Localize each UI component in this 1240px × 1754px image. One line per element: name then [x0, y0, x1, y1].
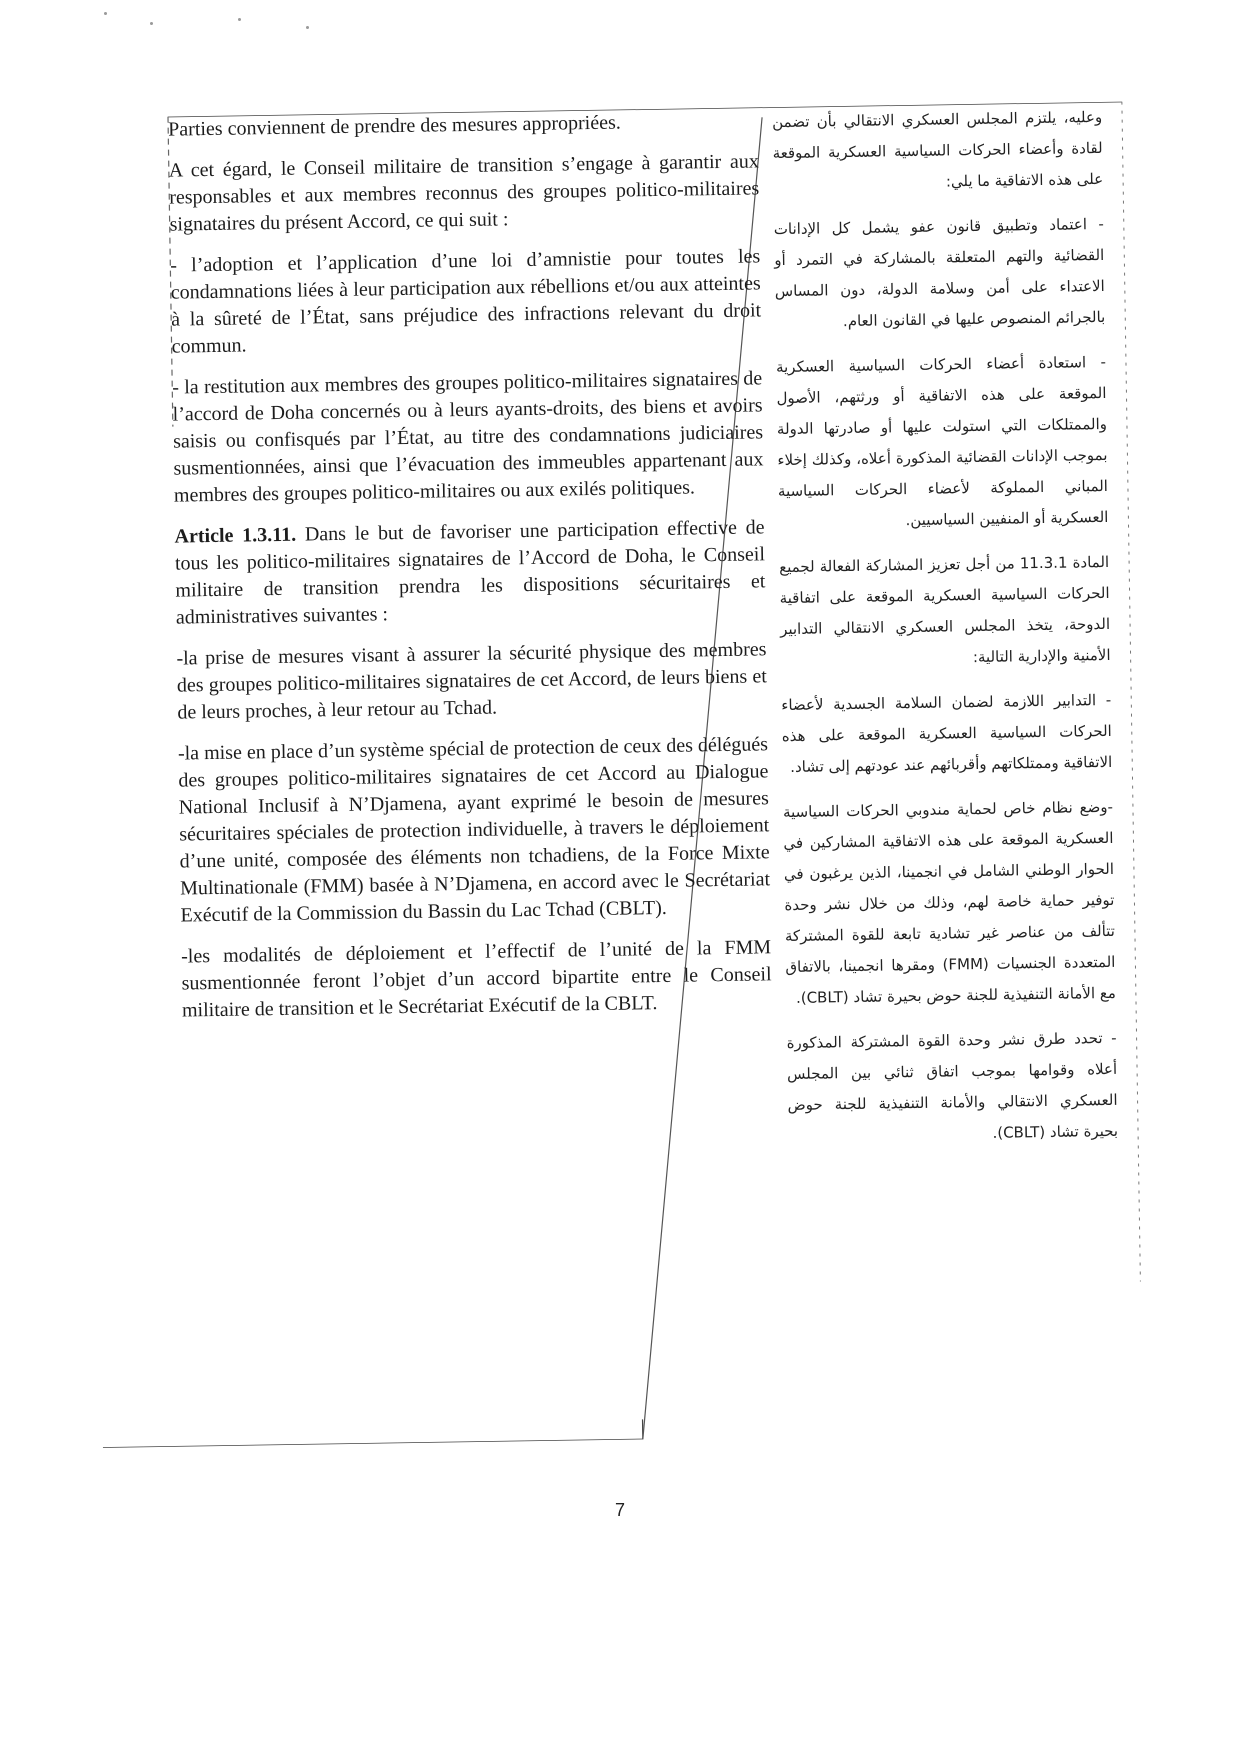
scan-speck	[306, 26, 309, 29]
french-paragraph	[172, 365, 764, 509]
scan-speck	[104, 12, 107, 15]
french-column	[168, 107, 772, 1038]
french-paragraph	[181, 934, 772, 1024]
paragraph-text: - la restitution aux membres des groupes politico-militaires signataires de l’accord de Doha concernés ou à leurs ayants-droits, des biens et avoirs saisis ou confisqués par l’État, au titre des condamnations judiciaires susmentionnées, ainsi que l’évacuation des immeubles appartenant aux membres des groupes politico-militaires ou aux exilés politiques.	[172, 367, 764, 507]
arabic-paragraph: وعليه، يلتزم المجلس العسكري الانتقالي بأن تضمن لقادة وأعضاء الحركات السياسية العسكرية الموقعة على هذه الاتفاقية ما يلي:	[772, 107, 1104, 191]
paragraph-text: Dans le but de favoriser une participation effective de tous les politico-militaires signataires de l’Accord de Doha, le Conseil militaire de transition prendra les dispositions sécuritaires et administratives suivantes :	[174, 516, 766, 629]
paragraph-text: -les modalités de déploiement et l’effectif de l’unité de la FMM susmentionnée feront l’objet d’un accord bipartite entre le Conseil militaire de transition et le Secrétariat Exécutif de la CBLT.	[181, 936, 772, 1022]
paragraph-text: -la prise de mesures visant à assurer la sécurité physique des membres des groupes politico-militaires signataires de cet Accord, de leurs biens et de leurs proches, à leur retour au Tchad.	[176, 638, 768, 724]
arabic-column	[772, 102, 1119, 1166]
scan-speck	[150, 22, 153, 25]
arabic-paragraph: - استعادة أعضاء الحركات السياسية العسكرية الموقعة على هذه الاتفاقية أو ورثتهم، الأصول والممتلكات التي استولت عليها أو صادرتها الدولة بموجب الإدانات القضائية المذكورة أعلاه، وكذلك إخلاء المباني المملوكة لأعضاء الحركات السياسية العسكرية أو المنفيين السياسيين.	[775, 352, 1109, 530]
paragraph-text: A cet égard, le Conseil militaire de transition s’engage à garantir aux responsables et aux membres reconnus des groupes politico-militaires signataires du présent Accord, ce qui suit :	[168, 150, 760, 236]
arabic-paragraph: - اعتماد وتطبيق قانون عفو يشمل كل الإدانات القضائية والتهم المتعلقة بالمشاركة في التمرد أو الاعتداء على أمن وسلامة الدولة، دون المساس بالجرائم المنصوص عليها في القانون العام.	[773, 214, 1106, 331]
french-paragraph	[176, 636, 767, 726]
bilingual-table	[82, 102, 1145, 1448]
paragraph-text: Parties conviennent de prendre des mesures appropriées.	[168, 111, 621, 141]
arabic-paragraph: - التدابير اللازمة لضمان السلامة الجسدية لأعضاء الحركات السياسية العسكرية الموقعة على هذه الاتفاقية وممتلكاتهم وأقربائهم عند عودتهم إلى تشاد.	[781, 690, 1113, 776]
french-paragraph	[178, 731, 771, 929]
paragraph-text: - l’adoption et l’application d’une loi d’amnistie pour toutes les condamnations liées à leur participation aux rébellions et/ou aux atteintes à la sûreté de l’État, sans préjudice des infractions relevant du droit commun.	[170, 245, 762, 358]
french-paragraph	[174, 514, 766, 631]
article-label: Article 1.3.11.	[174, 523, 297, 548]
arabic-paragraph: -وضع نظام خاص لحماية مندوبي الحركات السياسية العسكرية الموقعة على هذه الاتفاقية المشاركين في الحوار الوطني الشامل في انجمينا، الذين يرغبون في توفير حماية خاصة لهم، وذلك من خلال نشر وحدة تتألف من عناصر غير تشادية تابعة للقوة المشتركة المتعددة الجنسيات (FMM) ومقرها انجمينا، بالاتفاق مع الأمانة التنفيذية للجنة حوض بحيرة تشاد (CBLT).	[782, 797, 1117, 1007]
scan-speck	[238, 18, 241, 21]
page-number: 7	[614, 1500, 625, 1520]
french-paragraph	[169, 148, 760, 238]
french-paragraph	[168, 107, 758, 143]
french-paragraph	[170, 243, 762, 360]
arabic-paragraph: المادة 11.3.1 من أجل تعزيز المشاركة الفعالة لجميع الحركات السياسية العسكرية الموقعة على اتفاقية الدوحة، يتخذ المجلس العسكري الانتقالي التدابير الأمنية والإدارية التالية:	[778, 552, 1111, 667]
arabic-paragraph: - تحدد طرق نشر وحدة القوة المشتركة المذكورة أعلاه وقوامها بموجب اتفاق ثنائي بين المجلس العسكري الانتقالي والأمانة التنفيذية للجنة حوض بحيرة تشاد (CBLT).	[786, 1028, 1119, 1142]
paragraph-text: -la mise en place d’un système spécial de protection de ceux des délégués des groupes politico-militaires signataires de cet Accord au Dialogue National Inclusif à N’Djamena, ayant exprimé le besoin de mesures sécuritaires spéciales de protection individuelle, à travers le déploiement d’une unité, composée des éléments non tchadiens, de la Force Mixte Multinationale (FMM) basée à N’Djamena, en accord avec le Secrétariat Exécutif de la Commission du Bassin du Lac Tchad (CBLT).	[177, 733, 771, 927]
